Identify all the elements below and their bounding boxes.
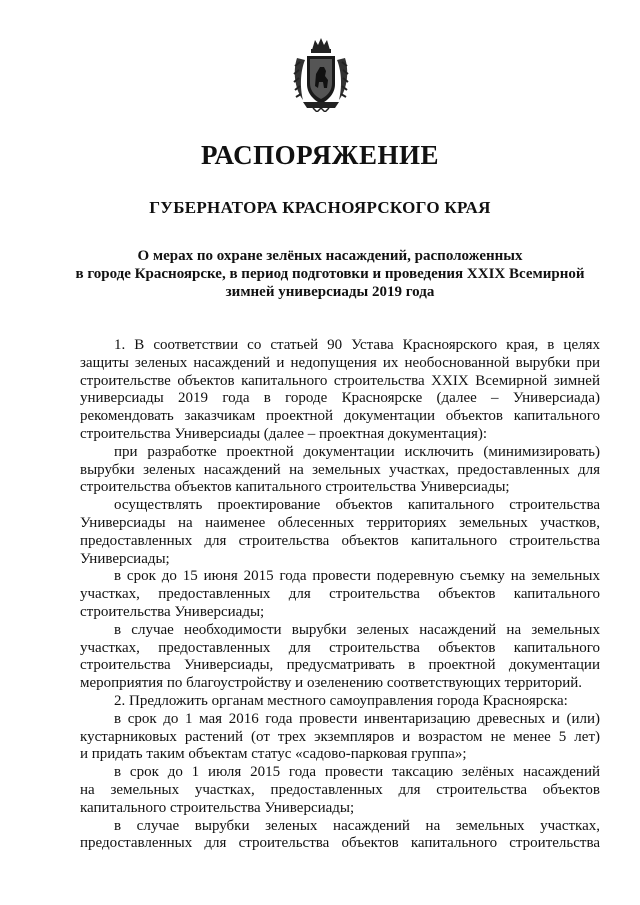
body-line: 2. Предложить органам местного самоуправления города Красноярска:	[114, 692, 568, 709]
body-line: вырубки зеленых насаждений на земельных участках, предоставленных для	[80, 461, 600, 478]
body-line: рекомендовать заказчикам проектной документации объектов капитального	[80, 408, 600, 425]
body-line: универсиады 2019 года в городе Красноярске (далее – Универсиада)	[80, 390, 600, 407]
body-line: предоставленных для строительства объектов капитального строительства	[80, 835, 600, 852]
heading-line: О мерах по охране зелёных насаждений, расположенных	[137, 248, 523, 264]
body-line: в случае необходимости вырубки зеленых насаждений на земельных	[114, 621, 600, 638]
document-title: РАСПОРЯЖЕНИЕ	[200, 140, 440, 170]
body-line: в срок до 1 июля 2015 года провести таксацию зелёных насаждений	[114, 764, 600, 781]
coat-of-arms-emblem	[291, 36, 351, 112]
body-line: участках, предоставленных для строительства объектов капитального	[80, 586, 600, 603]
body-line: 1. В соответствии со статьей 90 Устава Красноярского края, в целях	[114, 337, 600, 353]
body-line: при разработке проектной документации исключить (минимизировать)	[114, 443, 600, 460]
body-line: в срок до 1 мая 2016 года провести инвентаризацию древесных и (или)	[114, 710, 600, 727]
body-line: капитального строительства Универсиады;	[80, 799, 355, 816]
body-line: и придать таким объектам статус «садово-парковая группа»;	[80, 746, 467, 763]
body-line: в случае вырубки зеленых насаждений на земельных участках,	[114, 817, 600, 834]
body-line: строительства объектов капитального строительства Универсиады;	[80, 479, 510, 496]
body-line: мероприятия по благоустройству и озеленению соответствующих территорий.	[80, 675, 583, 692]
body-line: осуществлять проектирование объектов капитального строительства	[114, 497, 600, 514]
body-line: предоставленных для строительства объектов капитального строительства	[80, 532, 600, 549]
body-line: Универсиады;	[80, 550, 170, 567]
body-line: участках, предоставленных для строительства объектов капитального	[80, 639, 600, 656]
body-line: в срок до 15 июня 2015 года провести подеревную съемку на земельных	[114, 568, 600, 585]
body-line: строительства Универсиады, предусматривать в проектной документации	[80, 657, 600, 674]
heading-line: в городе Красноярске, в период подготовки и проведения XXIX Всемирной	[75, 266, 585, 282]
document-subtitle: ГУБЕРНАТОРА КРАСНОЯРСКОГО КРАЯ	[149, 198, 491, 217]
body-line: кустарниковых растений (от трех экземпляров и возрастом не менее 5 лет)	[80, 728, 600, 745]
body-line: строительстве объектов капитального строительства XXIX Всемирной зимней	[80, 372, 600, 389]
document-heading	[60, 247, 600, 301]
heading-line: зимней универсиады 2019 года	[225, 284, 435, 300]
document-body	[80, 337, 600, 853]
body-line: на земельных участках, предоставленных для строительства объектов	[80, 781, 600, 798]
body-line: строительства Универсиады (далее – проектная документация):	[80, 425, 488, 442]
body-line: защиты зеленых насаждений и недопущения их необоснованной вырубки при	[80, 354, 600, 371]
body-line: строительства Универсиады;	[80, 603, 265, 620]
body-line: Универсиады на наименее облесенных территориях земельных участков,	[80, 514, 600, 531]
